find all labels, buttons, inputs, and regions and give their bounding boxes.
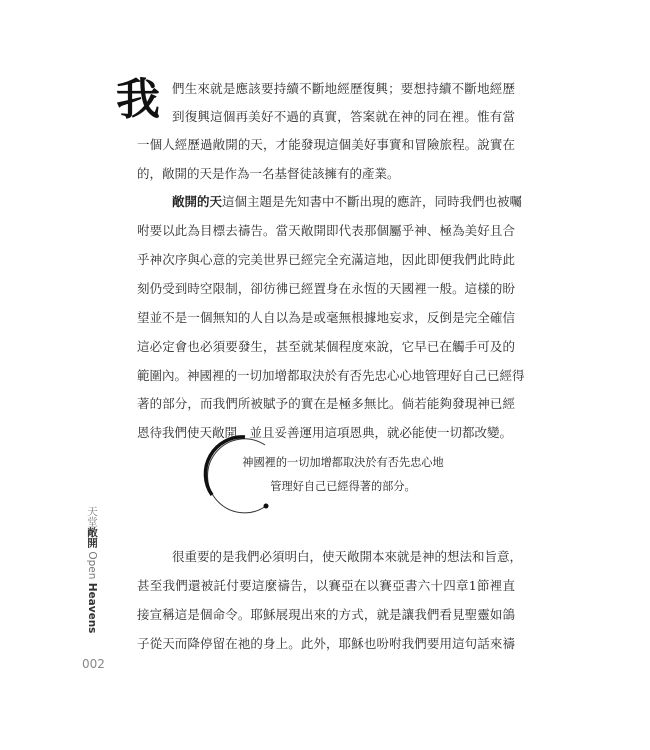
drop-cap: 我 [116, 74, 160, 125]
bold-term: 敞開的天 [172, 194, 223, 209]
text-line: 們生來就是應該要持續不斷地經歷復興；要想持續不斷地經歷 [172, 81, 515, 96]
text-line: 望並不是一個無知的人自以為是或毫無根據地妄求，反倒是完全確信 [137, 310, 515, 325]
running-head [85, 506, 99, 633]
pull-quote-line: 神國裡的一切加增都取決於有否先忠心地 [242, 456, 444, 469]
running-head-zh-bold: 敞開 [86, 527, 98, 548]
running-head-en: Open [86, 551, 98, 580]
text-line: 甚至我們還被託付要這麼禱告，以賽亞在以賽亞書六十四章1節裡直 [137, 578, 515, 593]
pull-quote-line: 管理好自己已經得著的部分。 [270, 480, 416, 493]
text-line [172, 193, 523, 211]
text-line: 恩待我們使天敞開，並且妥善運用這項恩典，就必能使一切都改變。 [137, 425, 513, 440]
text-line: 範圍內。神國裡的一切加增都取決於有否先忠心心地管理好自己已經得 [137, 368, 525, 383]
text-line: 子從天而降停留在祂的身上。此外，耶穌也吩咐我們要用這句話來禱 [137, 636, 515, 651]
text-line: 著的部分，而我們所被賦予的實在是極多無比。倘若能夠發現神已經 [137, 396, 515, 411]
text-span: 這個主題是先知書中不斷出現的應許，同時我們也被囑 [222, 194, 523, 209]
text-line: 這必定會也必須要發生，甚至就某個程度來說，它早已在觸手可及的 [137, 339, 515, 354]
quote-arc-decoration [195, 425, 295, 525]
text-line: 一個人經歷過敞開的天，才能發現這個美好事實和冒險旅程。說實在 [137, 137, 515, 152]
text-line: 的，敞開的天是作為一名基督徒該擁有的產業。 [137, 166, 400, 181]
running-head-zh: 天堂 [86, 506, 98, 527]
text-line: 很重要的是我們必須明白，使天敞開本來就是神的想法和旨意， [172, 549, 523, 564]
page-number: 002 [82, 657, 105, 671]
text-line: 乎神次序與心意的完美世界已經完全充滿這地，因此即便我們此時此 [137, 252, 515, 267]
text-line: 刻仍受到時空限制，卻彷彿已經置身在永恆的天國裡一般。這樣的盼 [137, 281, 515, 296]
text-line: 接宣稱這是個命令。耶穌展現出來的方式，就是讓我們看見聖靈如鴿 [137, 607, 515, 622]
text-line: 咐要以此為目標去禱告。當天敞開即代表那個屬乎神、極為美好且合 [137, 223, 515, 238]
text-line: 到復興這個再美好不過的真實，答案就在神的同在裡。惟有當 [172, 109, 515, 124]
running-head-en-bold: Heavens [86, 582, 98, 634]
